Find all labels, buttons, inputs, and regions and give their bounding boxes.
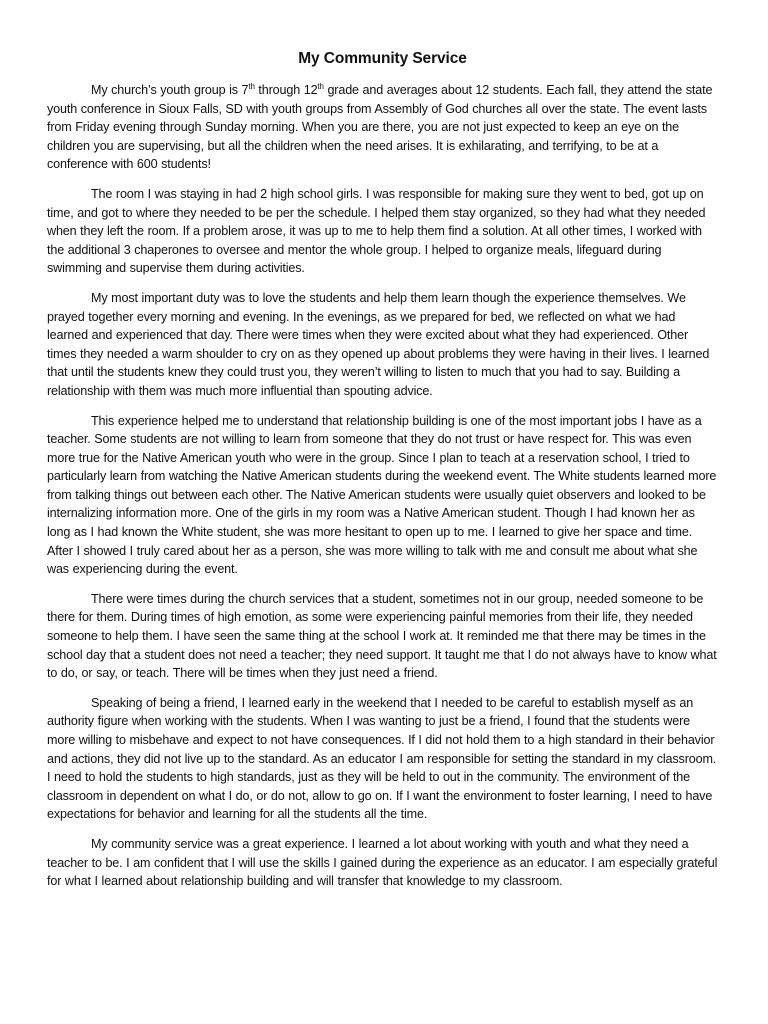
paragraph-1: My church’s youth group is 7th through 12th grade and averages about 12 students. Each fall, they attend the state youth conference in Sioux Falls, SD with youth groups from Assembly of God churches all over the state. The event lasts from Friday evening through Sunday morning. When you are there, you are not just expected to keep an eye on the children you are supervising, but all the children when the need arises. It is exhilarating, and terrifying, to be at a conference with 600 students! [47, 81, 713, 172]
paragraph-5: There were times during the church services that a student, sometimes not in our group, needed someone to be there for them. During times of high emotion, as some were experiencing painful memories from their life, they needed someone to help them. I have seen the same thing at the school I work at. It reminded me that there may be times in the school day that a student does not need a teacher; they need support. It taught me that I do not always have to know what to do, or say, or teach. There will be times when they just need a friend. [47, 591, 717, 681]
paragraph-4: This experience helped me to understand that relationship building is one of the most important jobs I have as a teacher. Some students are not willing to learn from someone that they do not trust or have respect for. This was even more true for the Native American youth who were in the group. Since I plan to teach at a reservation school, I tried to particularly learn from watching the Native American students during the weekend event. The White students learned more from talking things out between each other. The Native American students were usually quiet observers and looked to be internalizing information more. One of the girls in my room was a Native American student. Though I had known her as long as I had known the White student, she was more hesitant to open up to me. I learned to give her space and time. After I showed I truly cared about her as a person, she was more willing to talk with me and consult me about what she was experiencing during the event. [47, 413, 717, 577]
paragraph-7: My community service was a great experience. I learned a lot about working with youth and what they need a teacher to be. I am confident that I will use the skills I gained during the experience as an educator. I am especially grateful for what I learned about relationship building and will transfer that knowledge to my classroom. [47, 836, 718, 889]
document-body [47, 81, 718, 891]
paragraph-6: Speaking of being a friend, I learned early in the weekend that I needed to be careful to establish myself as an authority figure when working with the students. When I was wanting to just be a friend, I found that the students were more willing to misbehave and expect to not have consequences. If I did not hold them to a high standard in their behavior and actions, they did not live up to the standard. As an educator I am responsible for setting the standard in my classroom. I need to hold the students to high standards, just as they will be held to out in the community. The environment of the classroom in dependent on what I do, or do not, allow to go on. If I want the environment to foster learning, I need to have expectations for behavior and learning for all the students all the time. [47, 695, 717, 822]
paragraph-2: The room I was staying in had 2 high school girls. I was responsible for making sure they went to bed, got up on time, and got to where they needed to be per the schedule. I helped them stay organized, so they had what they needed when they left the room. If a problem arose, it was up to me to help them find a solution. At all other times, I worked with the additional 3 chaperones to oversee and mentor the whole group. I helped to organize meals, lifeguard during swimming and supervise them during activities. [47, 186, 706, 276]
page-title: My Community Service [298, 50, 467, 67]
paragraph-3: My most important duty was to love the students and help them learn though the experience themselves. We prayed together every morning and evening. In the evenings, as we prepared for bed, we reflected on what we had learned and experienced that day. There were times when they were excited about what they had experienced. Other times they needed a warm shoulder to cry on as they opened up about problems they were having in their lives. I learned that until the students knew they could trust you, they weren’t willing to listen to much that you had to say. Building a relationship with them was much more influential than spouting advice. [47, 290, 710, 398]
